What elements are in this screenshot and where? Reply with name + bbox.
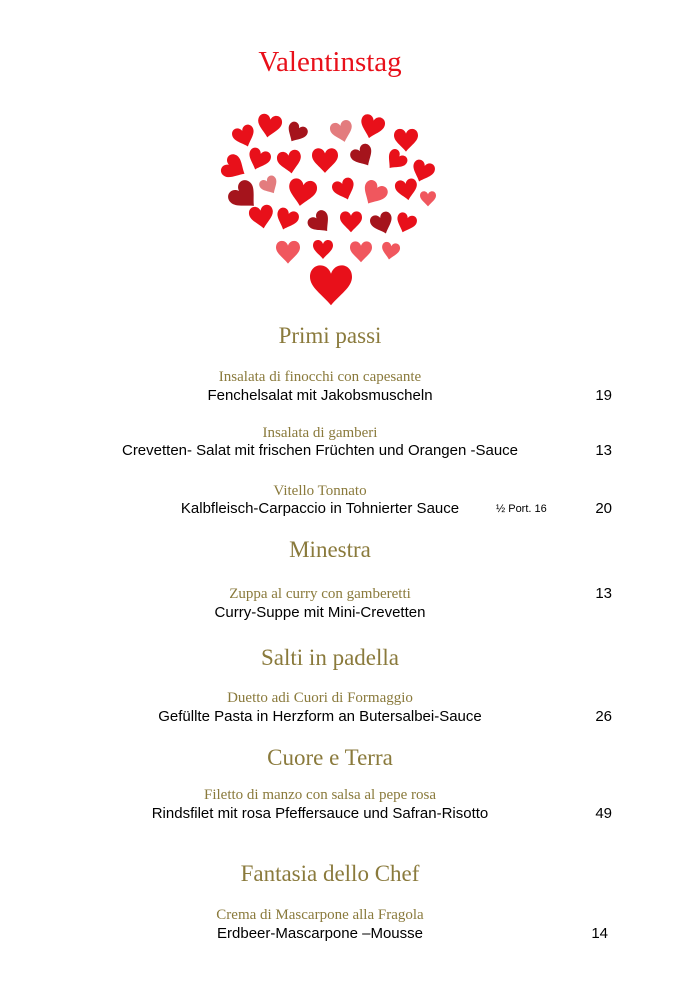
small-heart-icon	[330, 176, 358, 203]
small-heart-icon	[368, 210, 396, 237]
dish-german-name: Fenchelsalat mit Jakobsmuscheln	[207, 387, 433, 404]
small-heart-icon	[273, 206, 301, 233]
dish-german-name: Curry-Suppe mit Mini-Crevetten	[214, 604, 426, 621]
small-heart-icon	[283, 120, 310, 146]
small-heart-icon	[358, 178, 390, 210]
small-heart-icon	[313, 240, 333, 259]
small-heart-icon	[382, 147, 410, 174]
dish-price: 13	[595, 442, 612, 459]
small-heart-icon	[340, 211, 362, 232]
dish-german-name: Rindsfilet mit rosa Pfeffersauce und Safran-Risotto	[151, 805, 489, 822]
dish-german-name: Crevetten- Salat mit frischen Früchten und Orangen -Sauce	[121, 442, 519, 459]
small-heart-icon	[245, 146, 273, 173]
dish-italian-name: Crema di Mascarpone alla Fragola	[216, 907, 424, 923]
section-heading-primi-passi: Primi passi	[278, 323, 382, 348]
dish-price: 19	[595, 387, 612, 404]
dish-italian-name: Duetto adi Cuori di Formaggio	[227, 690, 413, 706]
dish-italian-name: Insalata di finocchi con capesante	[218, 369, 422, 385]
section-heading-fantasia-dello-chef: Fantasia dello Chef	[240, 861, 420, 886]
small-heart-icon	[393, 211, 418, 236]
half-portion-note: ½ Port. 16	[496, 503, 547, 515]
menu-title: Valentinstag	[258, 46, 402, 78]
section-heading-salti-in-padella: Salti in padella	[261, 645, 399, 670]
small-heart-icon	[394, 178, 419, 202]
small-heart-icon	[276, 241, 300, 264]
heart-of-hearts-icon	[213, 108, 443, 318]
section-heading-cuore-e-terra: Cuore e Terra	[267, 745, 393, 770]
small-heart-icon	[286, 177, 318, 208]
dish-price: 49	[595, 805, 612, 822]
dish-price: 26	[595, 708, 612, 725]
small-heart-icon	[255, 113, 283, 140]
small-heart-icon	[305, 208, 335, 238]
small-heart-icon	[312, 148, 338, 173]
dish-price: 14	[591, 925, 608, 942]
section-heading-minestra: Minestra	[289, 537, 371, 562]
small-heart-icon	[420, 191, 436, 206]
small-heart-icon	[357, 113, 386, 141]
dish-italian-name: Filetto di manzo con salsa al pepe rosa	[203, 787, 437, 803]
dish-italian-name: Insalata di gamberi	[262, 425, 378, 441]
small-heart-icon	[350, 241, 372, 262]
small-heart-icon	[219, 152, 251, 184]
dish-german-name: Gefüllte Pasta in Herzform an Butersalbei-Sauce	[158, 708, 482, 725]
small-heart-icon	[248, 204, 276, 231]
dish-italian-name: Vitello Tonnato	[273, 483, 367, 499]
dish-german-name: Erdbeer-Mascarpone –Mousse	[217, 925, 423, 942]
small-heart-icon	[310, 265, 352, 305]
small-heart-icon	[348, 142, 377, 171]
small-heart-icon	[258, 174, 282, 198]
small-heart-icon	[329, 119, 356, 145]
dish-price: 13	[595, 585, 612, 602]
small-heart-icon	[276, 149, 304, 176]
dish-german-name: Kalbfleisch-Carpaccio in Tohnierter Sauce	[180, 500, 460, 517]
dish-price: 20	[595, 500, 612, 517]
dish-italian-name: Zuppa al curry con gamberetti	[229, 586, 411, 602]
small-heart-icon	[380, 241, 401, 261]
small-heart-icon	[230, 123, 258, 150]
small-heart-icon	[394, 129, 418, 152]
